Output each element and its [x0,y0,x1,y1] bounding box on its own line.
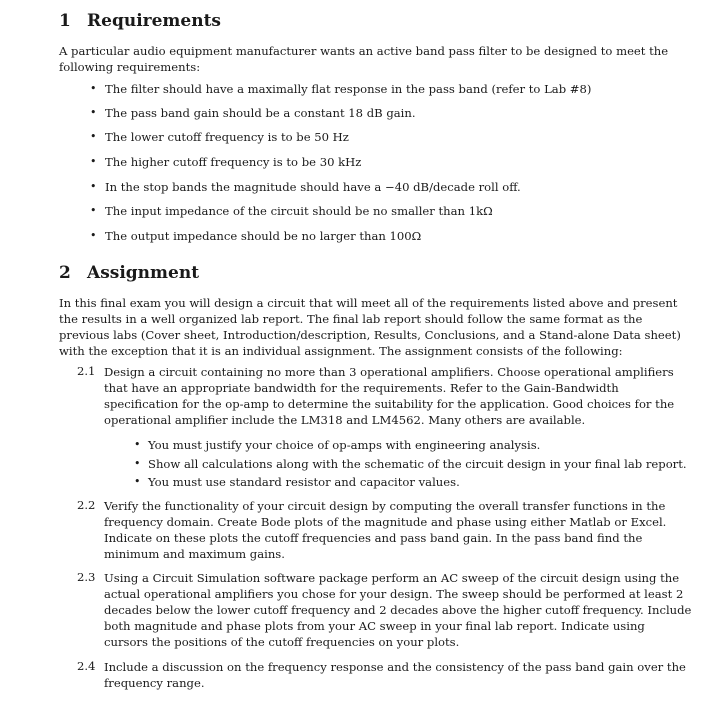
bullet-marker: • [90,155,97,168]
bullet-marker: • [134,438,141,451]
requirement-item: The pass band gain should be a constant 18 dB gain. [105,106,416,120]
section-2-intro-line: previous labs (Cover sheet, Introduction/description, Results, Conclusions, and a Stand-alone Data sheet) [59,328,681,342]
subsection-bullet-item: Show all calculations along with the schematic of the circuit design in your final lab report. [148,457,687,471]
bullet-marker: • [90,130,97,143]
subsection-number: 2.1 [77,364,96,378]
bullet-marker: • [90,82,97,95]
subsection-text-line: Design a circuit containing no more than 3 operational amplifiers. Choose operational amplifiers [104,365,674,379]
subsection-text-line: cursors the positions of the cutoff frequencies on your plots. [104,635,460,649]
subsection-number: 2.3 [77,570,96,584]
section-2-intro-line: In this final exam you will design a circuit that will meet all of the requirements listed above and present [59,296,678,310]
bullet-marker: • [90,180,97,193]
section-2-heading: 2 Assignment [59,263,200,283]
bullet-marker: • [134,475,141,488]
subsection-text-line: frequency range. [104,676,205,690]
subsection-bullet-item: You must justify your choice of op-amps with engineering analysis. [148,438,541,452]
subsection-text-line: Include a discussion on the frequency response and the consistency of the pass band gain over the [104,660,686,674]
section-1-heading: 1 Requirements [59,11,222,31]
bullet-marker: • [90,229,97,242]
subsection-text-line: Indicate on these plots the cutoff frequencies and pass band gain. In the pass band find the [104,531,643,545]
subsection-text-line: specification for the op-amp to determine the suitability for the application. Good choices for the [104,397,675,411]
requirement-item: The higher cutoff frequency is to be 30 kHz [105,155,362,169]
subsection-text-line: actual operational amplifiers you chose for your design. The sweep should be performed at least 2 [104,587,684,601]
section-2-intro-line: with the exception that it is an individual assignment. The assignment consists of the following: [59,344,623,358]
subsection-text-line: that have an appropriate bandwidth for the requirements. Refer to the Gain-Bandwidth [104,381,619,395]
subsection-number: 2.4 [77,659,96,673]
subsection-text-line: Verify the functionality of your circuit design by computing the overall transfer functions in the [104,499,666,513]
subsection-text-line: minimum and maximum gains. [104,547,285,561]
section-2-intro-line: the results in a well organized lab report. The final lab report should follow the same format as the [59,312,643,326]
subsection-number: 2.2 [77,498,96,512]
requirement-item: The output impedance should be no larger than 100Ω [105,229,422,243]
subsection-text-line: Using a Circuit Simulation software package perform an AC sweep of the circuit design using the [104,571,680,585]
bullet-marker: • [90,204,97,217]
subsection-bullet-item: You must use standard resistor and capacitor values. [148,475,460,489]
section-1-intro-line-1: A particular audio equipment manufacturer wants an active band pass filter to be designed to meet the [59,44,669,58]
subsection-text-line: frequency domain. Create Bode plots of the magnitude and phase using either Matlab or Excel. [104,515,667,529]
bullet-marker: • [134,457,141,470]
requirement-item: In the stop bands the magnitude should have a −40 dB/decade roll off. [105,180,521,194]
subsection-text-line: operational amplifier include the LM318 and LM4562. Many others are available. [104,413,586,427]
subsection-text-line: both magnitude and phase plots from your AC sweep in your final lab report. Indicate using [104,619,645,633]
requirement-item: The filter should have a maximally flat response in the pass band (refer to Lab #8) [105,82,592,96]
subsection-text-line: decades below the lower cutoff frequency and 2 decades above the higher cutoff frequency. Include [104,603,692,617]
requirement-item: The lower cutoff frequency is to be 50 Hz [105,130,349,144]
section-1-intro-line-2: following requirements: [59,60,201,74]
bullet-marker: • [90,106,97,119]
requirement-item: The input impedance of the circuit should be no smaller than 1kΩ [105,204,493,218]
